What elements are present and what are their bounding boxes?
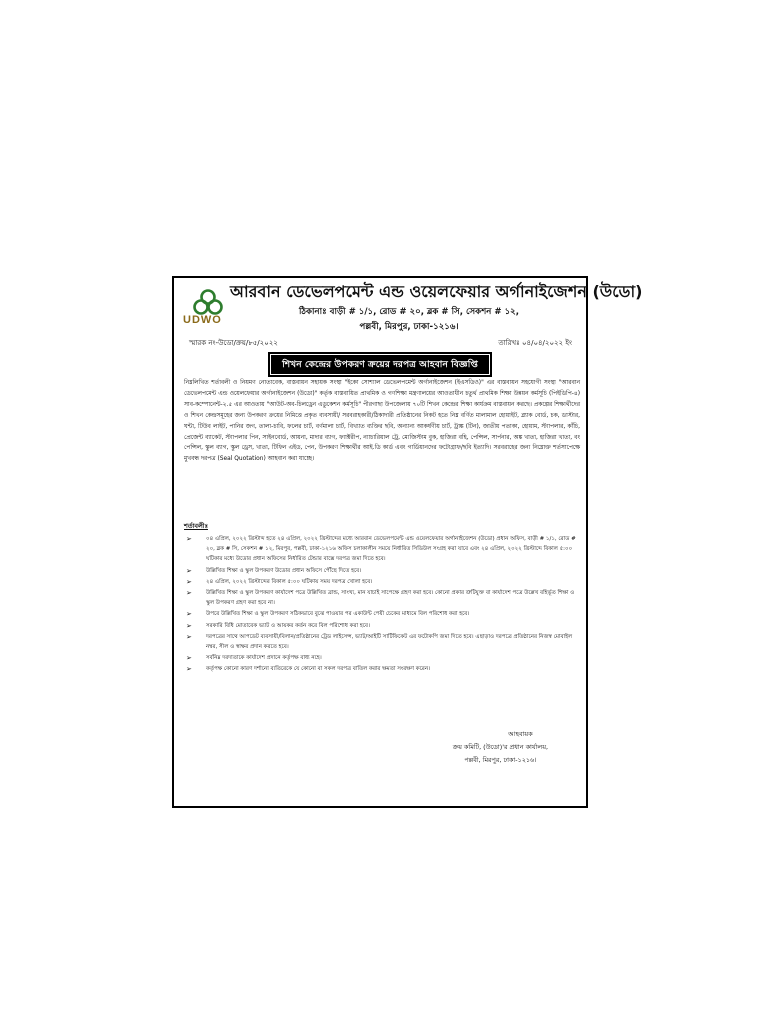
condition-item: ➢ উল্লিখিত শিক্ষা ও স্কুল উপকরণ কার্যাদেশ পত্রে উল্লিখিত ব্রান্ড, সাংখ্য, মান যাচাই সাপেক্ষে গ্রহণ করা হবে। কোনো প্রকার ত্রুটিযুক্ত বা কার্যাদেশ পত্রে উল্লেখ বহির্ভূত শিক্ষা ও স্কুল উপকরণ গ্রহণ করা হবে না। <box>186 589 575 607</box>
condition-item: ➢ দরপত্রের সাথে আপডেট ব্যবসায়ী/বিলান/প্রতিষ্ঠানের ট্রেড লাইসেন্স, ভ্যাট/আইটি সার্টিফিকেট এর ফটোকপি জমা দিতে হবে। এছাড়াও দরপত্রে প্রতিষ্ঠানের নিজস্ব মোবাইল নম্বর, সীল ও স্বাক্ষর প্রদান করতে হবে। <box>186 632 573 651</box>
condition-item: ➢ সর্বনিম্ন দরদাতাকে কার্যাদেশ প্রদানে কর্তৃপক্ষ বাধ্য নহে। <box>186 654 322 663</box>
logo-text: UDWO <box>183 314 222 326</box>
signature-block <box>453 728 548 767</box>
tender-notice <box>172 276 643 808</box>
arrow-bullet-icon: ➢ <box>186 621 192 630</box>
organization-name: আরবান ডেভেলপমেন্ট এন্ড ওয়েলফেয়ার অর্গানাইজেশন (উডো) <box>230 282 643 301</box>
condition-item: ➢ ০৪ এপ্রিল, ২০২২ খ্রিস্টাব্দ হতে ২৪ এপ্রিল, ২০২২ খ্রিস্টাব্দের মধ্যে আরবান ডেভেলপমেন্ট এন্ড ওয়েলফেয়ার অর্গানাইজেশন (উডো) প্রধান অফিস, বাড়ী # ১/১, রোড # ২০, ব্লক # সি, সেকশন # ১২, মিরপুর, পল্লবী, ঢাকা-১২১৬ অফিস চলাকালীন সময়ে নির্ধারিত সিডিউল সংগ্রহ করা যাবে এবং ২৪ এপ্রিল, ২০২২ খ্রিস্টাব্দে বিকাল ৫:০০ ঘটিকার মধ্যে উডোর প্রধান অফিসের নির্ধারিত টেন্ডার বাক্সে দরপত্র জমা দিতে হবে। <box>186 535 576 563</box>
condition-item: ➢ সরকারি বিধি মোতাবেক ভ্যাট ও আয়কর কর্তন করে বিল পরিশোধ করা হবে। <box>186 621 370 630</box>
arrow-bullet-icon: ➢ <box>186 589 192 598</box>
notice-date: তারিখঃ ০৪/০৪/২০২২ ইং <box>498 339 572 347</box>
condition-item: ➢ উপরে উল্লিখিত শিক্ষা ও স্কুল উপকরণ সঠিকভাবে বুঝে পাওয়ার পর একাউন্ট পেয়ী চেকের মাধ্যমে বিল পরিশোধ করা হবে। <box>186 610 470 619</box>
signature-committee: ক্রয় কমিটি, (উডো)'র প্রধান কার্যালয়, <box>452 743 548 751</box>
arrow-bullet-icon: ➢ <box>186 566 192 575</box>
address-line-2: পল্লবী, মিরপুর, ঢাকা-১২১৬। <box>359 322 459 332</box>
condition-item: ➢ ২৪ এপ্রিল, ২০২২ খ্রিস্টাব্দের বিকাল ৫:০০ ঘটিকায় সময় দরপত্র খোলা হবে। <box>186 577 373 586</box>
notice-title: শিখন কেন্দ্রের উপকরণ ক্রয়ের দরপত্র আহবান বিজ্ঞপ্তি <box>268 352 492 377</box>
arrow-bullet-icon: ➢ <box>186 632 192 641</box>
reference-number: স্মারক নং-উডো/ক্রয়/৮৫/২০২২ <box>189 339 278 347</box>
arrow-bullet-icon: ➢ <box>186 610 192 619</box>
arrow-bullet-icon: ➢ <box>186 535 192 543</box>
arrow-bullet-icon: ➢ <box>186 654 192 663</box>
notice-body: নিম্নলিখিত শর্তাবলী ও নিয়মণ নোতাবেক, বাস্তবায়ন সহায়ক সংস্থা "ইকো সোশ্যাল ডেভেলপমেন্ট অর্গানাইজেশন (ইএসডিও)" এর বাস্তবায়ন সহযোগী সংস্থা "আরবান ডেভেলপমেন্ট এন্ড ওয়েলফেয়ার অর্গানাইজেশন (উডো)" কর্তৃক বাস্তবায়িত প্রাথমিক ও গণশিক্ষা মন্ত্রণালয়ের আওতাধীন চতুর্থ প্রাথমিক শিক্ষা উন্নয়ন কর্মসূচি (পিইডিপি-৪) সাব-কম্পোনেন্ট-২.৫ এর আওতায় "আউট-অব-চিলড্রেন এডুকেশন কর্মসূচি" পীরগাছা উপজেলায় ৭০টি শিখন কেন্দ্রের শিক্ষা কার্যক্রম বাস্তবায়ন করছে। প্রকল্পের শিক্ষার্থীদের ও শিখন কেন্দ্রসমূহের জন্য উপকরণ ক্রয়ের নিমিত্তে প্রকৃত ব্যবসায়ী/ সরবরাহকারী/ঠিকাদারী প্রতিষ্ঠানের নিকট হতে নিম্ন বর্ণিত মালামাল হোয়াইট, ব্ল্যাক বোর্ড, চক, ডাস্টার, ঘন্টা, টিউব লাইট, পানির জগ, তালা-চাবি, ফলের চার্ট, বর্ণমালা চার্ট, বিখ্যাত ব্যক্তির ছবি, অন্যান্য আকর্ষণীয় চার্ট, ট্রাঙ্ক (টিন), জাতীয় পতাকা, হোয়াম, স্ট্যাপলার, কাঁচি, প্রেজেন্ট ব্যাকেট, স্ট্যাপলার পিন, সাইনবোর্ড, আয়না, মাদার ব্যাগ, ফ্যাক্টরীপ, ন্যাচারিয়াল ট্রে, ম্যেজিস্টাম বুক, হাজিরা বহি, পেন্সিল, সার্পনার, অঙ্ক খাতা, হাজিরা খাতা, বং পেন্সিল, স্কুল ব্যাগ, স্কুল ড্রেস, খাতা, টিফিন এইড, পেন, উপকরণ শিক্ষার্থীর আই.ডি কার্ড এবং গার্ডিয়ানদের ফটোগ্রাফ/ছবি ইত্যাদি। সরবরাহের জন্য নিম্নোক্ত শর্তসাপেক্ষে মুখবন্ধ দরপত্র (Seal Quotation) আহবান করা যাচ্ছে। <box>184 380 580 463</box>
arrow-bullet-icon: ➢ <box>186 577 192 586</box>
udwo-logo-icon <box>184 288 232 334</box>
address-line-1: ঠিকানাঃ বাড়ী # ১/১, রোড # ২০, ব্লক # সি, সেকশন # ১২, <box>298 307 520 317</box>
signature-address: পল্লবী, মিরপুর, ঢাকা-১২১৬। <box>464 756 537 764</box>
condition-item: ➢ উল্লিখিত শিক্ষা ও স্কুল উপকরণ উডোর প্রধান অফিসে পৌঁছে দিতে হবে। <box>186 566 362 575</box>
arrow-bullet-icon: ➢ <box>186 665 192 674</box>
condition-item: ➢ কর্তৃপক্ষ কোনো কারণ দর্শানো ব্যতিরেকে যে কোনো বা সকল দরপত্র বাতিল করার ক্ষমতা সংরক্ষণ করেন। <box>186 665 431 674</box>
conditions-heading: শর্তাবলীঃ <box>184 522 208 530</box>
signature-title: আহবায়ক <box>508 730 533 738</box>
conditions-list <box>186 534 580 676</box>
